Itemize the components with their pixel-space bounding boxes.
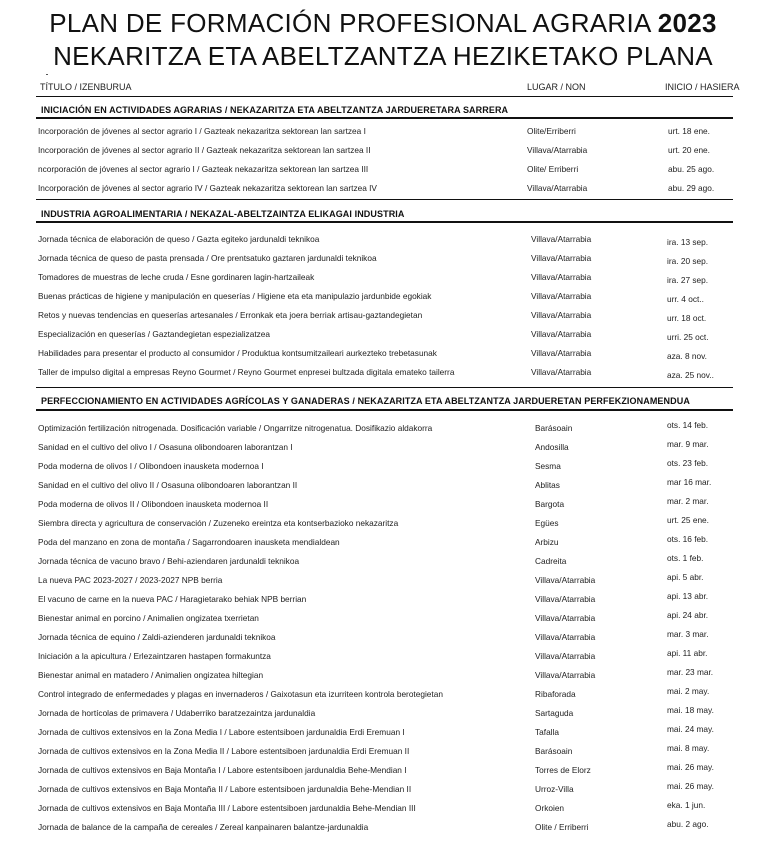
table-row — [0, 724, 766, 746]
course-place: Sartaguda — [535, 708, 574, 718]
course-title: Poda moderna de olivos I / Olibondoen inausketa modernoa I — [38, 461, 264, 471]
column-header-place: LUGAR / NON — [527, 82, 586, 92]
table-row — [0, 686, 766, 708]
course-date: api. 5 abr. — [667, 572, 704, 582]
course-place: Villava/Atarrabia — [535, 632, 596, 642]
course-date: urt. 18 ene. — [668, 126, 710, 136]
table-row — [0, 572, 766, 594]
course-place: Villava/Atarrabia — [531, 348, 592, 358]
table-row — [0, 629, 766, 651]
course-place: Sesma — [535, 461, 561, 471]
course-place: Cadreita — [535, 556, 567, 566]
course-title: Jornada de cultivos extensivos en Baja Montaña III / Labore estentsiboen jardunaldia Behe-Mendian III — [38, 803, 416, 813]
section-heading-underline — [36, 117, 733, 119]
table-row — [0, 329, 766, 348]
course-date: abu. 25 ago. — [668, 164, 715, 174]
header-divider — [36, 96, 733, 97]
course-date: mai. 18 may. — [667, 705, 714, 715]
table-row — [0, 145, 766, 164]
section-heading: INICIACIÓN EN ACTIVIDADES AGRARIAS / NEKAZARITZA ETA ABELTZANTZA JARDUERETARA SARRERA — [41, 105, 509, 115]
table-row — [0, 458, 766, 480]
page-title-spanish — [0, 8, 766, 38]
course-place: Olite / Erriberri — [535, 822, 589, 832]
course-title: Jornada técnica de vacuno bravo / Behi-aziendaren jardunaldi teknikoa — [38, 556, 300, 566]
course-date: urr. 4 oct.. — [667, 294, 704, 304]
course-place: Orkoien — [535, 803, 565, 813]
course-date: api. 13 abr. — [667, 591, 709, 601]
table-row — [0, 164, 766, 183]
course-title: Control integrado de enfermedades y plagas en invernaderos / Gaixotasun eta izurriteen kontrola berotegietan — [38, 689, 443, 699]
course-title: Jornada de cultivos extensivos en Baja Montaña I / Labore estentsiboen jardunaldia Behe-Mendian I — [38, 765, 407, 775]
course-date: mai. 8 may. — [667, 743, 710, 753]
course-date: ira. 13 sep. — [667, 237, 709, 247]
course-title: Jornada técnica de elaboración de queso / Gazta egiteko jardunaldi teknikoa — [38, 234, 320, 244]
table-row — [0, 705, 766, 727]
course-date: urt. 25 ene. — [667, 515, 709, 525]
course-place: Villava/Atarrabia — [531, 272, 592, 282]
course-title: Sanidad en el cultivo del olivo I / Osasuna olibondoaren laborantzan I — [38, 442, 293, 452]
course-date: ira. 27 sep. — [667, 275, 709, 285]
course-date: mai. 26 may. — [667, 781, 714, 791]
column-header-date: INICIO / HASIERA — [665, 82, 740, 92]
course-place: Villava/Atarrabia — [535, 670, 596, 680]
table-row — [0, 291, 766, 310]
course-date: mar 16 mar. — [667, 477, 712, 487]
course-title: Bienestar animal en porcino / Animalien ongizatea txerrietan — [38, 613, 259, 623]
table-row — [0, 515, 766, 537]
table-row — [0, 367, 766, 386]
table-row — [0, 126, 766, 145]
column-header-title: TÍTULO / IZENBURUA — [40, 82, 132, 92]
course-date: api. 24 abr. — [667, 610, 709, 620]
course-place: Torres de Elorz — [535, 765, 591, 775]
course-title: Jornada de cultivos extensivos en la Zona Media I / Labore estentsiboen jardunaldia Erdi Eremuan I — [38, 727, 405, 737]
course-date: mar. 2 mar. — [667, 496, 709, 506]
section-heading-underline — [36, 409, 733, 411]
course-title: Siembra directa y agricultura de conservación / Zuzeneko ereintza eta kontserbazioko nekazaritza — [38, 518, 399, 528]
section-heading: INDUSTRIA AGROALIMENTARIA / NEKAZAL-ABELTZAINTZA ELIKAGAI INDUSTRIA — [41, 209, 405, 219]
course-place: Ablitas — [535, 480, 560, 490]
course-place: Villava/Atarrabia — [527, 183, 588, 193]
course-place: Villava/Atarrabia — [535, 651, 596, 661]
course-date: mai. 2 may. — [667, 686, 710, 696]
course-title: Buenas prácticas de higiene y manipulación en queserías / Higiene eta eta manipulazio jardunbide egokiak — [38, 291, 432, 301]
course-date: urri. 25 oct. — [667, 332, 709, 342]
course-date: ots. 14 feb. — [667, 420, 709, 430]
course-place: Villava/Atarrabia — [535, 594, 596, 604]
course-title: Especialización en queserías / Gaztandegietan espezializatzea — [38, 329, 270, 339]
course-place: Olite/Erriberri — [527, 126, 576, 136]
course-place: Villava/Atarrabia — [531, 310, 592, 320]
course-title: Incorporación de jóvenes al sector agrario II / Gazteak nekazaritza sektorean lan sartzea II — [38, 145, 371, 155]
table-row — [0, 743, 766, 765]
table-row — [0, 762, 766, 784]
course-place: Bargota — [535, 499, 565, 509]
course-place: Urroz-Villa — [535, 784, 574, 794]
course-place: Villava/Atarrabia — [535, 613, 596, 623]
table-row — [0, 496, 766, 518]
course-place: Villava/Atarrabia — [531, 329, 592, 339]
course-title: Poda moderna de olivos II / Olibondoen inausketa modernoa II — [38, 499, 269, 509]
course-date: mar. 9 mar. — [667, 439, 709, 449]
course-place: Barásoain — [535, 746, 573, 756]
course-date: urr. 18 oct. — [667, 313, 707, 323]
course-title: Jornada técnica de queso de pasta prensada / Ore prentsatuko gaztaren jardunaldi teknikoa — [38, 253, 377, 263]
divider-mark — [46, 74, 48, 75]
course-title: Optimización fertilización nitrogenada. Dosificación variable / Ongarritze nitrogenatua. Dosifikazio aldakorra — [38, 423, 433, 433]
table-row — [0, 591, 766, 613]
table-row — [0, 648, 766, 670]
course-date: mar. 23 mar. — [667, 667, 714, 677]
title-year: 2023 — [657, 8, 717, 38]
course-title: Habilidades para presentar el producto al consumidor / Produktua kontsumitzaileari aurkezteko trebetasunak — [38, 348, 437, 358]
course-date: abu. 29 ago. — [668, 183, 715, 193]
course-title: Incorporación de jóvenes al sector agrario I / Gazteak nekazaritza sektorean lan sartzea I — [38, 126, 366, 136]
course-title: Bienestar animal en matadero / Animalien ongizatea hiltegian — [38, 670, 264, 680]
course-place: Tafalla — [535, 727, 559, 737]
table-row — [0, 800, 766, 822]
course-place: Egües — [535, 518, 559, 528]
table-row — [0, 234, 766, 253]
course-title: Iniciación a la apicultura / Erlezaintzaren hastapen formakuntza — [38, 651, 271, 661]
course-date: mai. 24 may. — [667, 724, 714, 734]
course-title: Jornada de cultivos extensivos en la Zona Media II / Labore estentsiboen jardunaldia Erdi Eremuan II — [38, 746, 410, 756]
section-divider — [36, 199, 733, 200]
course-date: aza. 25 nov.. — [667, 370, 714, 380]
course-date: ots. 1 feb. — [667, 553, 704, 563]
course-title: Sanidad en el cultivo del olivo II / Osasuna olibondoaren laborantzan II — [38, 480, 298, 490]
course-date: mai. 26 may. — [667, 762, 714, 772]
course-place: Ribaforada — [535, 689, 576, 699]
course-place: Barásoain — [535, 423, 573, 433]
table-row — [0, 420, 766, 442]
course-date: aza. 8 nov. — [667, 351, 707, 361]
table-row — [0, 781, 766, 803]
table-row — [0, 439, 766, 461]
page-title-basque: NEKARITZA ETA ABELTZANTZA HEZIKETAKO PLANA — [53, 41, 713, 71]
course-title: Retos y nuevas tendencias en queserías artesanales / Erronkak eta joera berriak artisau-gaztandegietan — [38, 310, 423, 320]
course-title: Incorporación de jóvenes al sector agrario IV / Gazteak nekazaritza sektorean lan sartzea IV — [38, 183, 377, 193]
table-row — [0, 477, 766, 499]
section-divider — [36, 387, 733, 388]
course-title: Poda del manzano en zona de montaña / Sagarrondoaren inausketa mendialdean — [38, 537, 340, 547]
course-date: ots. 23 feb. — [667, 458, 709, 468]
course-place: Villava/Atarrabia — [531, 367, 592, 377]
course-date: mar. 3 mar. — [667, 629, 709, 639]
table-row — [0, 310, 766, 329]
course-place: Andosilla — [535, 442, 569, 452]
course-title: Taller de impulso digital a empresas Reyno Gourmet / Reyno Gourmet enpresei bultzada digitala emateko tailerra — [38, 367, 455, 377]
course-date: urt. 20 ene. — [668, 145, 710, 155]
course-place: Villava/Atarrabia — [527, 145, 588, 155]
course-title: ncorporación de jóvenes al sector agrario I / Gazteak nekazaritza sektorean lan sartzea III — [38, 164, 369, 174]
course-place: Villava/Atarrabia — [535, 575, 596, 585]
course-place: Villava/Atarrabia — [531, 291, 592, 301]
title-line1: PLAN DE FORMACIÓN PROFESIONAL AGRARIA — [49, 8, 651, 38]
table-row — [0, 348, 766, 367]
course-date: api. 11 abr. — [667, 648, 708, 658]
course-title: Jornada técnica de equino / Zaldi-azienderen jardunaldi teknikoa — [38, 632, 276, 642]
course-title: Jornada de hortícolas de primavera / Udaberriko baratzezaintza jardunaldia — [38, 708, 316, 718]
table-row — [0, 610, 766, 632]
course-date: abu. 2 ago. — [667, 819, 709, 829]
section-heading: PERFECCIONAMIENTO EN ACTIVIDADES AGRÍCOLAS Y GANADERAS / NEKAZARITZA ETA ABELTZANTZA JARDUERETAN PERFEKZIONAMENDUA — [41, 396, 690, 406]
table-row — [0, 534, 766, 556]
table-row — [0, 253, 766, 272]
course-place: Villava/Atarrabia — [531, 253, 592, 263]
course-place: Villava/Atarrabia — [531, 234, 592, 244]
table-row — [0, 553, 766, 575]
course-place: Olite/ Erriberri — [527, 164, 579, 174]
table-row — [0, 667, 766, 689]
course-title: Jornada de cultivos extensivos en Baja Montaña II / Labore estentsiboen jardunaldia Behe-Mendian II — [38, 784, 412, 794]
table-row — [0, 272, 766, 291]
course-date: ots. 16 feb. — [667, 534, 709, 544]
course-date: eka. 1 jun. — [667, 800, 706, 810]
course-date: ira. 20 sep. — [667, 256, 709, 266]
section-heading-underline — [36, 221, 733, 223]
course-place: Arbizu — [535, 537, 559, 547]
course-title: Jornada de balance de la campaña de cereales / Zereal kanpainaren balantze-jardunaldia — [38, 822, 369, 832]
course-title: La nueva PAC 2023-2027 / 2023-2027 NPB berria — [38, 575, 223, 585]
course-title: El vacuno de carne en la nueva PAC / Haragietarako behiak NPB berrian — [38, 594, 307, 604]
course-title: Tomadores de muestras de leche cruda / Esne gordinaren lagin-hartzaileak — [38, 272, 315, 282]
